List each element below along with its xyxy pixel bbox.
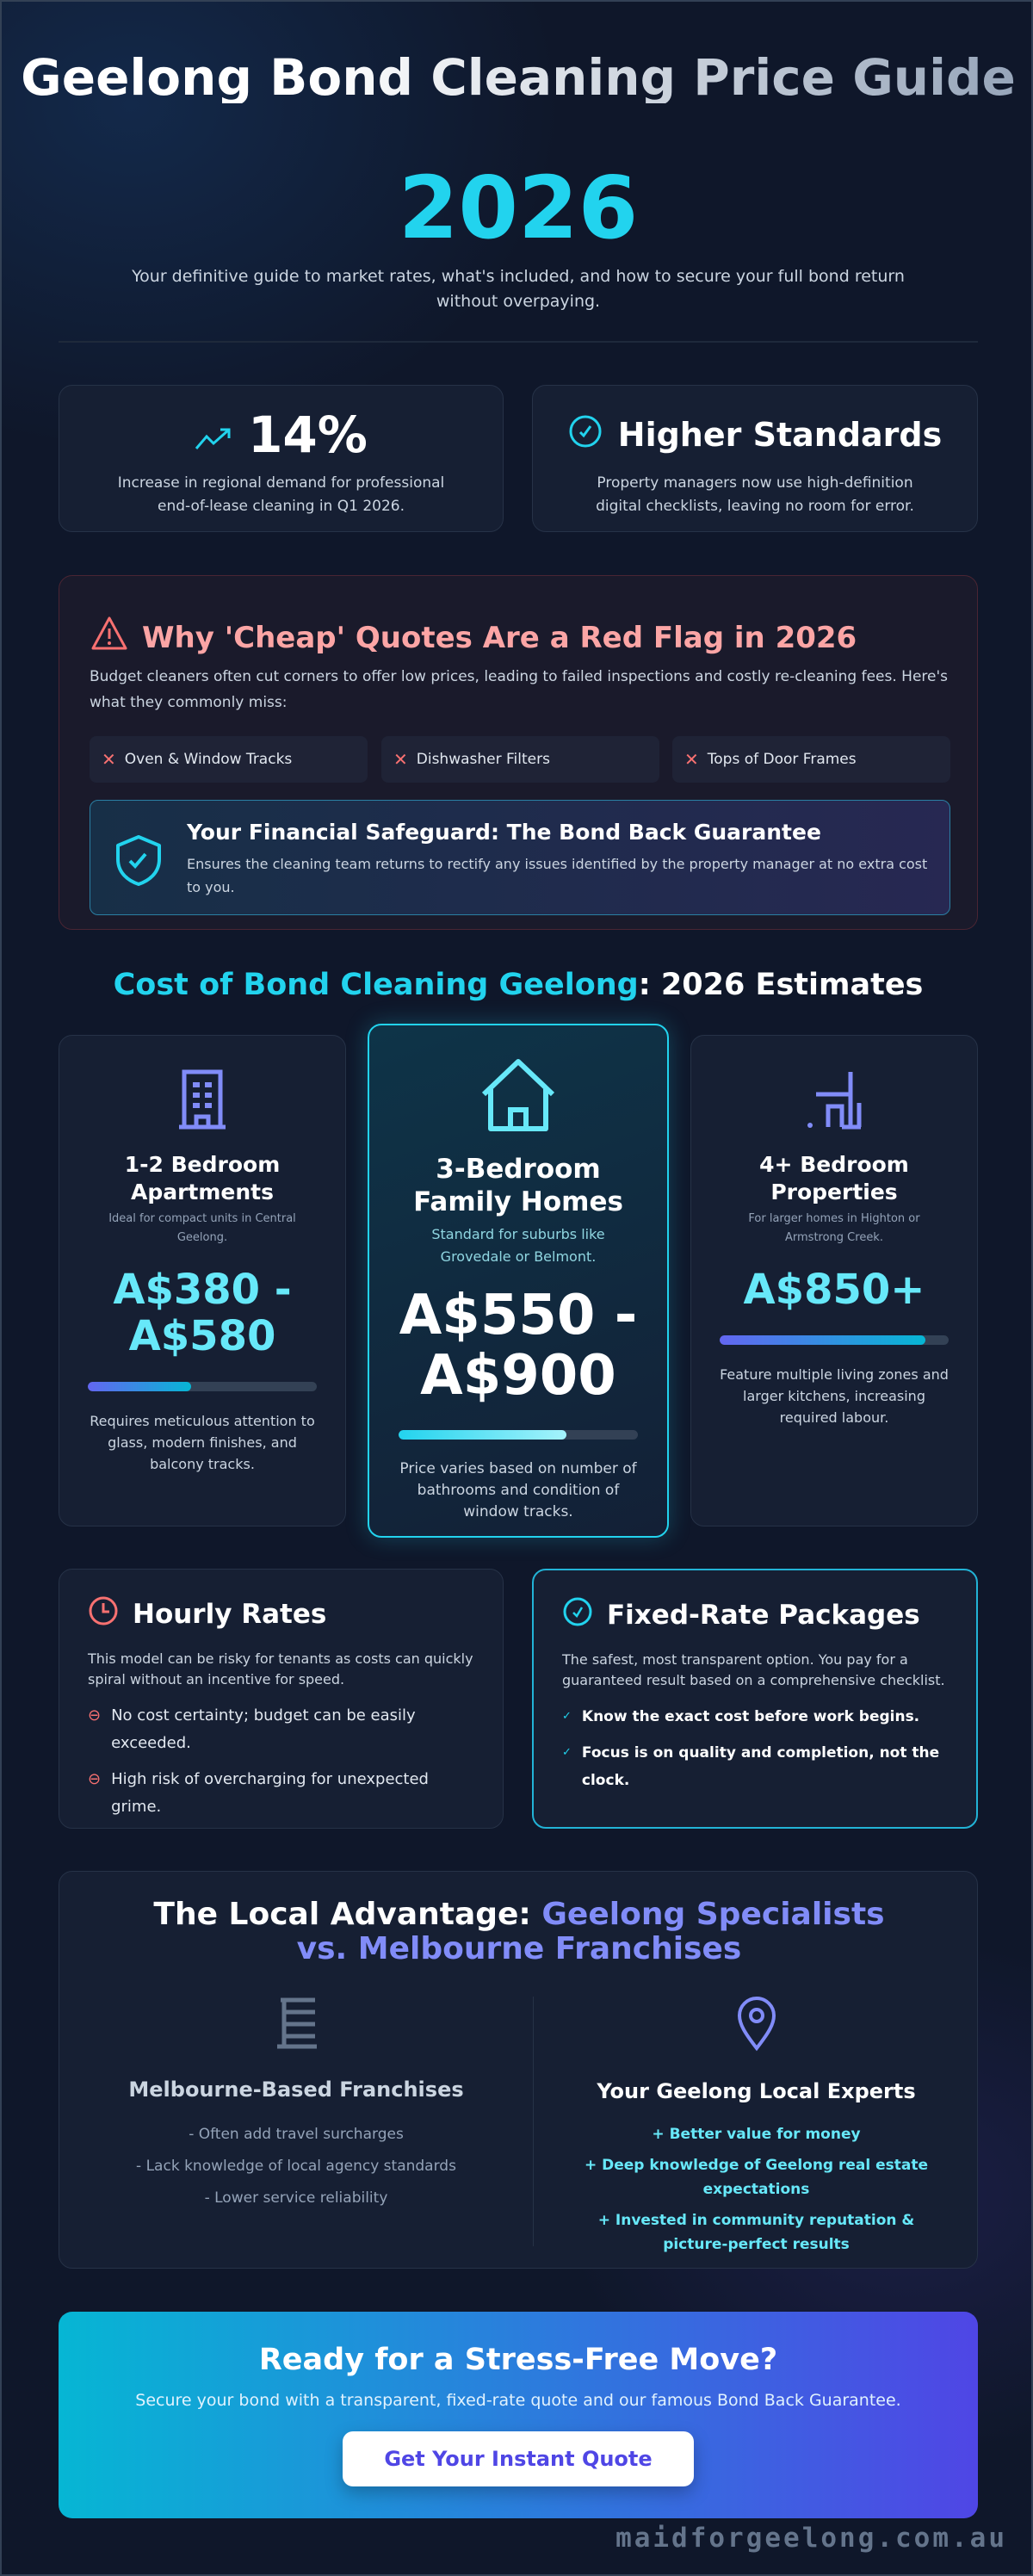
missed-item-label: Tops of Door Frames: [707, 751, 857, 768]
map-pin-icon: [534, 1997, 979, 2055]
building-icon: [59, 1068, 345, 1134]
local-title-a: The Local Advantage:: [153, 1897, 542, 1932]
pro-item: [562, 1703, 948, 1731]
price-card-title: 4+ Bedroom Properties: [759, 1152, 909, 1204]
con-item: [88, 1766, 474, 1821]
local-advantage-card: [59, 1871, 978, 2269]
price-bar-fill: [88, 1382, 191, 1391]
card-desc: This model can be risky for tenants as costs can quickly spiral without an incentive for speed.: [88, 1650, 473, 1687]
page-subtitle: Your definitive guide to market rates, what's included, and how to secure your full bond return without overpaying.: [132, 267, 905, 311]
price-card-sub: Ideal for compact units in Central Geelong.: [108, 1212, 296, 1244]
card-title: Hourly Rates: [133, 1599, 327, 1630]
local-item: + Invested in community reputation & picture-perfect results: [597, 2212, 915, 2253]
local-item: + Better value for money: [652, 2126, 861, 2143]
brand-watermark: maidforgeelong.com.au: [615, 2523, 1007, 2554]
stat-desc: Property managers now use high-definition digital checklists, leaving no room for error.: [596, 474, 914, 515]
get-quote-button[interactable]: Get Your Instant Quote: [343, 2431, 694, 2486]
pro-text: Know the exact cost before work begins.: [581, 1708, 920, 1725]
minus-circle-icon: ⊖: [88, 1706, 102, 1725]
stat-value: Higher Standards: [617, 416, 943, 454]
check-icon: ✓: [562, 1710, 572, 1723]
x-icon: ✕: [393, 749, 408, 770]
con-text: No cost certainty; budget can be easily exceeded.: [111, 1706, 416, 1752]
cta-title: Ready for a Stress-Free Move?: [258, 2343, 778, 2377]
price-card-large-property: [690, 1035, 978, 1526]
page-title: Geelong Bond Cleaning Price Guide: [2, 52, 1033, 103]
price-bar: [399, 1430, 638, 1440]
local-column: [534, 1997, 979, 2257]
stat-card-standards: [532, 385, 978, 532]
cta-banner: [59, 2312, 978, 2518]
local-item: + Deep knowledge of Geelong real estate expectations: [584, 2157, 929, 2198]
guarantee-banner: [90, 800, 950, 915]
red-flag-card: [59, 575, 978, 930]
fixed-rate-card: [532, 1569, 978, 1829]
franchise-column: [59, 1997, 533, 2214]
missed-item: [672, 736, 950, 783]
price-bar-fill: [399, 1430, 566, 1440]
price-bar: [88, 1382, 317, 1391]
franchise-item: - Lower service reliability: [204, 2189, 388, 2207]
price-card-family-home: [368, 1024, 669, 1538]
page-year: 2026: [398, 158, 639, 258]
price-bar: [720, 1335, 949, 1345]
price-value: A$850+: [743, 1266, 925, 1314]
local-title: [137, 1898, 901, 1966]
pro-text: Focus is on quality and completion, not the clock.: [581, 1744, 940, 1789]
guarantee-title: Your Financial Safeguard: The Bond Back Guarantee: [187, 820, 821, 845]
x-icon: ✕: [102, 749, 116, 770]
missed-item: [381, 736, 659, 783]
clock-icon: [88, 1595, 119, 1633]
check-circle-icon: [562, 1596, 593, 1634]
trending-up-icon: [195, 406, 232, 464]
stat-card-demand: [59, 385, 504, 532]
minus-circle-icon: ⊖: [88, 1770, 102, 1788]
card-title: Fixed-Rate Packages: [607, 1600, 920, 1631]
price-card-apartment: [59, 1035, 346, 1526]
price-card-desc: Feature multiple living zones and larger kitchens, increasing required labour.: [720, 1366, 949, 1426]
pricing-heading: [2, 968, 1033, 1002]
large-home-icon: [691, 1068, 977, 1134]
house-icon: [369, 1058, 667, 1137]
price-card-desc: Price varies based on number of bathrooms and condition of window tracks.: [399, 1460, 637, 1520]
check-icon: ✓: [562, 1746, 572, 1759]
franchise-item: - Often add travel surcharges: [189, 2126, 404, 2143]
stat-desc: Increase in regional demand for professional end-of-lease cleaning in Q1 2026.: [117, 474, 445, 515]
card-desc: The safest, most transparent option. You pay for a guaranteed result based on a comprehensive checklist.: [562, 1651, 945, 1688]
ladder-icon: [59, 1997, 533, 2053]
divider: [59, 341, 978, 343]
hourly-rates-card: [59, 1569, 504, 1829]
franchise-title: Melbourne-Based Franchises: [128, 2078, 464, 2102]
con-item: [88, 1702, 474, 1757]
local-experts-title: Your Geelong Local Experts: [597, 2079, 916, 2103]
price-card-title: 1-2 Bedroom Apartments: [124, 1152, 281, 1204]
check-circle-icon: [568, 414, 603, 456]
red-flag-desc: Budget cleaners often cut corners to offer low prices, leading to failed inspections and costly re-cleaning fees. Here's what they commonly miss:: [90, 668, 949, 711]
price-card-desc: Requires meticulous attention to glass, modern finishes, and balcony tracks.: [90, 1413, 315, 1472]
pricing-heading-rest: : 2026 Estimates: [638, 968, 924, 1002]
missed-item-label: Oven & Window Tracks: [124, 751, 293, 768]
missed-item-label: Dishwasher Filters: [416, 751, 550, 768]
local-title-b: Geelong Specialists vs. Melbourne Franchises: [296, 1897, 885, 1966]
price-card-sub: Standard for suburbs like Grovedale or Belmont.: [431, 1226, 605, 1265]
pro-item: [562, 1739, 948, 1794]
pricing-heading-highlight: Cost of Bond Cleaning Geelong: [113, 968, 639, 1002]
warning-icon: [90, 616, 128, 659]
cta-desc: Secure your bond with a transparent, fixed-rate quote and our famous Bond Back Guarantee.: [135, 2391, 901, 2410]
red-flag-title: Why 'Cheap' Quotes Are a Red Flag in 2026: [142, 620, 857, 655]
stat-value: 14%: [248, 406, 368, 464]
price-value: A$550 - A$900: [399, 1284, 638, 1408]
price-bar-fill: [720, 1335, 925, 1345]
guarantee-desc: Ensures the cleaning team returns to rectify any issues identified by the property manager at no extra cost to you.: [187, 856, 928, 895]
franchise-item: - Lack knowledge of local agency standards: [136, 2158, 456, 2175]
shield-icon: [114, 833, 163, 890]
price-card-title: 3-Bedroom Family Homes: [413, 1154, 623, 1217]
x-icon: ✕: [684, 749, 699, 770]
con-text: High risk of overcharging for unexpected grime.: [111, 1770, 429, 1816]
missed-item: [90, 736, 368, 783]
price-card-sub: For larger homes in Highton or Armstrong Creek.: [748, 1212, 920, 1244]
price-value: A$380 - A$580: [113, 1266, 292, 1360]
